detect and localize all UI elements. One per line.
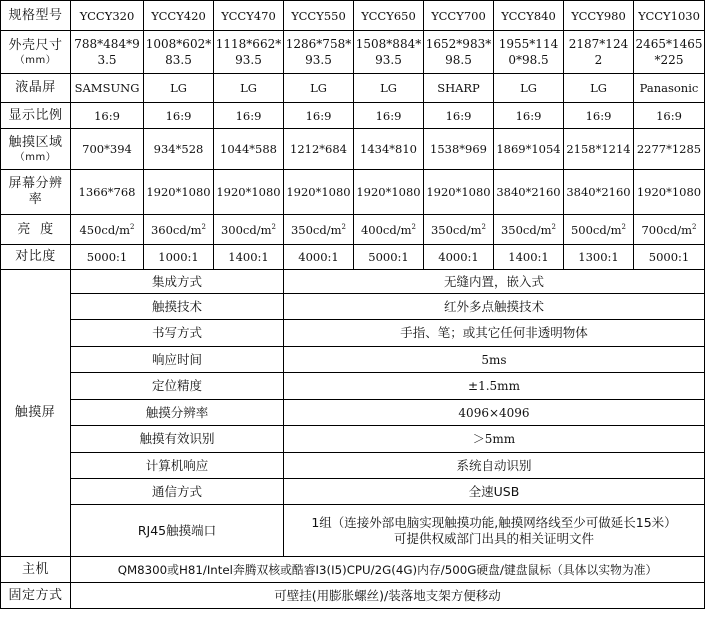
touch-area-cell: 1212*684 bbox=[284, 129, 354, 170]
touch-area-cell: 2277*1285 bbox=[634, 129, 705, 170]
brightness-cell: $350cd/m^2$ bbox=[424, 215, 494, 245]
rj45-port-value bbox=[284, 505, 705, 557]
touch-feature-row bbox=[1, 347, 705, 373]
model-cell: YCCY650 bbox=[354, 1, 424, 31]
model-cell: YCCY1030 bbox=[634, 1, 705, 31]
touch-feature-value: 4096×4096 bbox=[284, 400, 705, 426]
contrast-header: 对比度 bbox=[1, 245, 71, 270]
touch-feature-row bbox=[1, 400, 705, 426]
brightness-cell: $400cd/m^2$ bbox=[354, 215, 424, 245]
touch-feature-row bbox=[1, 453, 705, 479]
resolution-cell: 1366*768 bbox=[71, 170, 144, 215]
resolution-header: 屏幕分辨率 bbox=[1, 170, 71, 215]
ratio-cell: 16:9 bbox=[71, 103, 144, 129]
touch-rj45-row bbox=[1, 505, 705, 557]
touch-feature-row bbox=[1, 294, 705, 320]
touch-feature-value: 手指、笔；或其它任何非透明物体 bbox=[284, 320, 705, 347]
contrast-row bbox=[1, 245, 705, 270]
lcd-row bbox=[1, 74, 705, 103]
resolution-cell: 1920*1080 bbox=[424, 170, 494, 215]
size-cell: 1008*602*83.5 bbox=[144, 31, 214, 74]
brightness-row bbox=[1, 215, 705, 245]
contrast-cell: 5000:1 bbox=[354, 245, 424, 270]
size-header bbox=[1, 31, 71, 74]
ratio-cell: 16:9 bbox=[424, 103, 494, 129]
resolution-cell: 3840*2160 bbox=[564, 170, 634, 215]
ratio-cell: 16:9 bbox=[494, 103, 564, 129]
touch-area-label: 触摸区域 bbox=[8, 134, 63, 150]
lcd-cell: LG bbox=[214, 74, 284, 103]
touch-feature-value: ±1.5mm bbox=[284, 373, 705, 400]
mount-header: 固定方式 bbox=[1, 583, 71, 609]
resolution-cell: 3840*2160 bbox=[494, 170, 564, 215]
size-label: 外壳尺寸 bbox=[8, 37, 63, 53]
touch-area-cell: 2158*1214 bbox=[564, 129, 634, 170]
touch-feature-value: ＞5mm bbox=[284, 426, 705, 453]
rj45-line-2: 可提供权威部门出具的相关证明文件 bbox=[393, 530, 594, 546]
model-header: 规格型号 bbox=[1, 1, 71, 31]
touch-feature-name: 触摸技术 bbox=[71, 294, 284, 320]
lcd-cell: LG bbox=[284, 74, 354, 103]
touch-area-cell: 1044*588 bbox=[214, 129, 284, 170]
touch-feature-name: 集成方式 bbox=[71, 270, 284, 294]
ratio-cell: 16:9 bbox=[564, 103, 634, 129]
touch-area-cell: 1869*1054 bbox=[494, 129, 564, 170]
contrast-cell: 1400:1 bbox=[494, 245, 564, 270]
touch-area-cell: 1434*810 bbox=[354, 129, 424, 170]
lcd-cell: LG bbox=[144, 74, 214, 103]
rj45-port-name: RJ45触摸端口 bbox=[71, 505, 284, 557]
brightness-cell: $360cd/m^2$ bbox=[144, 215, 214, 245]
mount-row bbox=[1, 583, 705, 609]
rj45-line-1: 1组（连接外部电脑实现触摸功能,触摸网络线至少可做延长15米） bbox=[311, 514, 677, 530]
contrast-cell: 1000:1 bbox=[144, 245, 214, 270]
model-cell: YCCY320 bbox=[71, 1, 144, 31]
ratio-header: 显示比例 bbox=[1, 103, 71, 129]
size-row bbox=[1, 31, 705, 74]
brightness-cell: $500cd/m^2$ bbox=[564, 215, 634, 245]
model-cell: YCCY980 bbox=[564, 1, 634, 31]
lcd-cell: Panasonic bbox=[634, 74, 705, 103]
touch-area-row bbox=[1, 129, 705, 170]
size-unit: （mm） bbox=[14, 54, 57, 66]
model-row bbox=[1, 1, 705, 31]
touch-area-cell: 700*394 bbox=[71, 129, 144, 170]
lcd-cell: SAMSUNG bbox=[71, 74, 144, 103]
touch-feature-row bbox=[1, 479, 705, 505]
ratio-cell: 16:9 bbox=[214, 103, 284, 129]
touch-feature-name: 响应时间 bbox=[71, 347, 284, 373]
lcd-header: 液晶屏 bbox=[1, 74, 71, 103]
host-row bbox=[1, 557, 705, 583]
size-cell: 1508*884*93.5 bbox=[354, 31, 424, 74]
size-cell: 1286*758*93.5 bbox=[284, 31, 354, 74]
host-header: 主机 bbox=[1, 557, 71, 583]
size-cell: 1118*662*93.5 bbox=[214, 31, 284, 74]
touch-feature-name: 计算机响应 bbox=[71, 453, 284, 479]
ratio-row bbox=[1, 103, 705, 129]
brightness-cell: $450cd/m^2$ bbox=[71, 215, 144, 245]
contrast-cell: 1400:1 bbox=[214, 245, 284, 270]
contrast-cell: 5000:1 bbox=[634, 245, 705, 270]
model-cell: YCCY470 bbox=[214, 1, 284, 31]
touch-feature-row bbox=[1, 426, 705, 453]
touch-feature-name: 通信方式 bbox=[71, 479, 284, 505]
host-value: QM8300或H81/Intel奔腾双核或酷睿I3(I5)CPU/2G(4G)内存/500G硬盘/键盘鼠标（具体以实物为准） bbox=[71, 557, 705, 583]
size-cell: 1652*983*98.5 bbox=[424, 31, 494, 74]
ratio-cell: 16:9 bbox=[284, 103, 354, 129]
touch-feature-name: 触摸分辨率 bbox=[71, 400, 284, 426]
touch-area-header bbox=[1, 129, 71, 170]
size-cell: 1955*1140*98.5 bbox=[494, 31, 564, 74]
touch-feature-value: 无缝内置，嵌入式 bbox=[284, 270, 705, 294]
resolution-cell: 1920*1080 bbox=[284, 170, 354, 215]
brightness-cell: $350cd/m^2$ bbox=[284, 215, 354, 245]
ratio-cell: 16:9 bbox=[144, 103, 214, 129]
model-cell: YCCY420 bbox=[144, 1, 214, 31]
size-cell: 2465*1465*225 bbox=[634, 31, 705, 74]
resolution-cell: 1920*1080 bbox=[214, 170, 284, 215]
brightness-cell: $300cd/m^2$ bbox=[214, 215, 284, 245]
model-cell: YCCY700 bbox=[424, 1, 494, 31]
touch-area-cell: 934*528 bbox=[144, 129, 214, 170]
touch-feature-value: 系统自动识别 bbox=[284, 453, 705, 479]
touch-feature-row bbox=[1, 320, 705, 347]
touchscreen-header: 触摸屏 bbox=[1, 270, 71, 557]
touch-area-cell: 1538*969 bbox=[424, 129, 494, 170]
contrast-cell: 1300:1 bbox=[564, 245, 634, 270]
contrast-cell: 4000:1 bbox=[284, 245, 354, 270]
size-cell: 788*484*93.5 bbox=[71, 31, 144, 74]
resolution-cell: 1920*1080 bbox=[354, 170, 424, 215]
lcd-cell: SHARP bbox=[424, 74, 494, 103]
model-cell: YCCY840 bbox=[494, 1, 564, 31]
resolution-cell: 1920*1080 bbox=[144, 170, 214, 215]
contrast-cell: 5000:1 bbox=[71, 245, 144, 270]
ratio-cell: 16:9 bbox=[634, 103, 705, 129]
touch-feature-value: 全速USB bbox=[284, 479, 705, 505]
touch-feature-name: 触摸有效识别 bbox=[71, 426, 284, 453]
touch-area-unit: （mm） bbox=[14, 151, 57, 163]
contrast-cell: 4000:1 bbox=[424, 245, 494, 270]
lcd-cell: LG bbox=[354, 74, 424, 103]
brightness-cell: $700cd/m^2$ bbox=[634, 215, 705, 245]
mount-value: 可壁挂(用膨胀螺丝)/装落地支架方便移动 bbox=[71, 583, 705, 609]
resolution-cell: 1920*1080 bbox=[634, 170, 705, 215]
resolution-row bbox=[1, 170, 705, 215]
model-cell: YCCY550 bbox=[284, 1, 354, 31]
touch-feature-name: 定位精度 bbox=[71, 373, 284, 400]
touch-feature-row bbox=[1, 270, 705, 294]
size-cell: 2187*1242 bbox=[564, 31, 634, 74]
touch-feature-value: 5ms bbox=[284, 347, 705, 373]
lcd-cell: LG bbox=[494, 74, 564, 103]
brightness-header: 亮 度 bbox=[1, 215, 71, 245]
touch-feature-row bbox=[1, 373, 705, 400]
brightness-cell: $350cd/m^2$ bbox=[494, 215, 564, 245]
ratio-cell: 16:9 bbox=[354, 103, 424, 129]
lcd-cell: LG bbox=[564, 74, 634, 103]
touch-feature-name: 书写方式 bbox=[71, 320, 284, 347]
touch-feature-value: 红外多点触摸技术 bbox=[284, 294, 705, 320]
